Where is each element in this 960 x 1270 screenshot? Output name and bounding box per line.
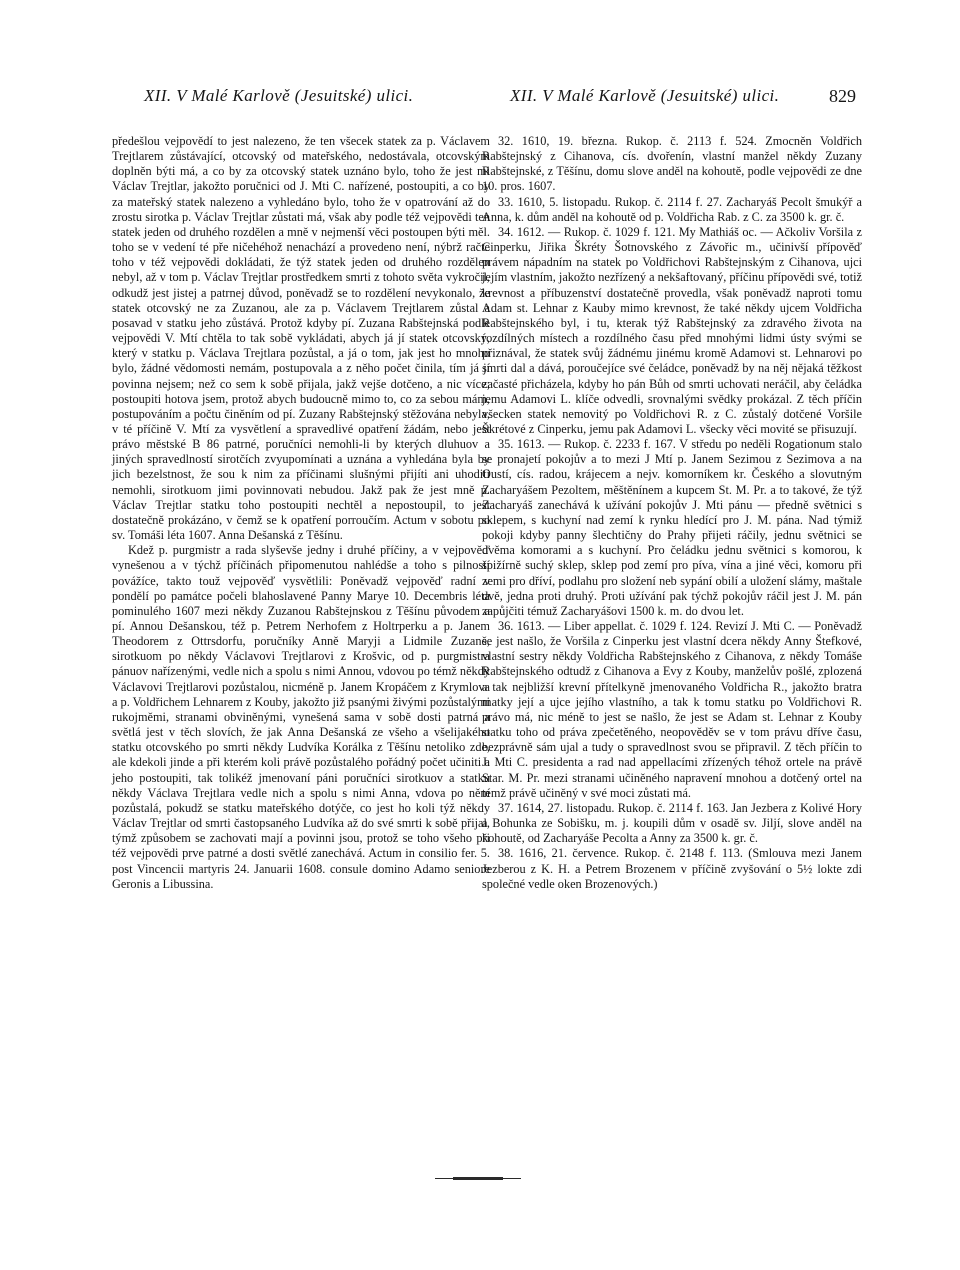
entry-36: 36. 1613. — Liber appellat. č. 1029 f. 124. Revizí J. Mti C. — Poněvadž se jest našlo, že Voršila z Cinperku jest vlastní dcera někdy Anny Štefkové, vlastní sestry někdy Voldřicha Rabštejnského z Cihanova, z někdy Tomáše Rabštejnského odtudž z Cihanova a Evy z Kouby, manželův pošlé, zplozená a tak nejbližší krevní přítelkyně jmenovaného Voldřicha R., jakožto bratra matky její a ujce jejího vlastního, a tak k tomu statku po Voldřichovi R. právo má, nic méně to jest se našlo, že jest se Adam st. Lehnar z Kouby statku toho od práva zpečetěného, neopověděv se v tom právu dříve času, bezprávně sám ujal a tudy o spravedlnost svou se připravil. Z těch příčin to J. Mti C. presidenta a rad nad appellacími zřízených téhož ortele na právě Star. M. Pr. mezi stranami učiněného napravení mnohou a dotčený ortel na témž právě učiněný v své moci zůstati má. bbox=[482, 619, 862, 800]
entry-33: 33. 1610, 5. listopadu. Rukop. č. 2114 f. 27. Zacharyáš Pecolt šmukýř a Anna, k. dům anděl na kohoutě od p. Voldřicha Rab. z C. za 3500 k. gr. č. bbox=[482, 194, 862, 224]
entry-37: 37. 1614, 27. listopadu. Rukop. č. 2114 f. 163. Jan Jezbera z Kolivé Hory a Bohunka ze Sobišku, m. j. koupili dům v osadě sv. Jiljí, slove anděl na kohoutě, od Zacharyáše Pecolta a Anny za 3500 k. gr. č. bbox=[482, 800, 862, 846]
footer-ornament-rule bbox=[453, 1177, 503, 1180]
right-text-column bbox=[482, 134, 862, 892]
right-running-title: XII. V Malé Karlově (Jesuitské) ulici. bbox=[510, 86, 780, 105]
entry-38: 38. 1616, 21. července. Rukop. č. 2148 f. 113. (Smlouva mezi Janem Jezberou z K. H. a Petrem Brozenem v příčině zvyšování o 5½ lokte zdi společné vedle oken Brozenových.) bbox=[482, 846, 862, 891]
paragraph-council-ruling: Kdež p. purgmistr a rada slyševše jedny i druhé příčiny, a v vejpověď vynešenou a v týchž příčinách připomenutou nahlédše a toho s pilností povážíce, takto touž vejpověď vysvětlili: Poněvadž vejpověď radní v pondělí po památce počeli blahoslavené Panny Marye 10. Decembris léta pominulého 1607 mezi někdy Zuzanou Rabštejnskou z Těšínu původem a pí. Annou Dešanskou, též p. Petrem Nerhofem z Holtrperku a p. Janem Theodorem z Ottrsdorfu, poručníky Anně Maryji a Lidmile Zuzaně, sirotkuom po někdy Václavovi Trejtlarovi z Krošvic, od p. purgmistra pánuov nařízenými, vedle nich a spolu s nimi Annou, vdovou po témž někdy Václavovi Trejtlarovi pozůstalou, nicméně p. Janem Kropáčem z Krymlova a p. Voldřichem Lehnarem z Kouby, jakožto již psanými živými pozůstalými rukojměmi, stranami obviněnými, vynešená sama v sobě dosti patrná a světlá jest v těch slovích, že jak Anna Dešanská ze všeho a všelijakého statku otcovského po smrti někdy Ludvíka Korálka z Těšínu netoliko zde, ale kdekoli jinde a při kterém koli právě pozůstalého pořádný počet učiniti a jeho postoupiti, tak tolikéž jmenovaní páni poručníci sirotkuov a statku někdy Václava Trejtlara vedle nich a spolu s nimi Anna, vdova po něm pozůstalá, pokudž se statku mateřského dotýče, co jest ho koli týž někdy Václav Trejtlar od smrti častopsaného Ludvíka až do své smrti k sobě přijal, týmž způsobem se zachovati mají a povinni jsou, protož se toho všeho při též vejpovědi prve patrné a dosti světlé zanechává. Actum in consilio fer. 5. post Vincencii martyris 24. Januarii 1608. consule domino Adamo seniore Geronis a Libussina. bbox=[112, 543, 490, 891]
entry-32: 32. 1610, 19. března. Rukop. č. 2113 f. 524. Zmocněn Voldřich Rabštejnský z Cihanova, cís. dvořenín, vlastní manžel někdy Zuzany Rabštejnské, z Těšínu, domu slove anděl na kohoutě, podle vejpovědi ze dne 10. pros. 1607. bbox=[482, 134, 862, 194]
left-running-title: XII. V Malé Karlově (Jesuitské) ulici. bbox=[144, 86, 414, 105]
entry-34: 34. 1612. — Rukop. č. 1029 f. 121. My Mathiáš oc. — Ačkoliv Voršila z Cinperku, Jiřika Škréty Šotnovského z Závořic m., učinivší přípověď právem nápadním na statek po Voldřichovi Rabštejnským z Cihanova, ujci jejím vlastním, jakožto nezřízený a nekšaftovaný, příčinu přípovědi své, totiž krevnost a příbuzenství dostatečně provedla, však poněvadž naproti tomu Adam st. Lehnar z Kauby mimo krevnost, že také někdy ujcem Voldřicha Rabštejnského byl, i tu, kterak týž Rabštejnský za zdravého života na rozdílných místech a rozdílného času před mnohými lidmi ústy svými se přiznával, že statek svůj žádnému jinému kromě Adamovi st. Lehnarovi po smrti dal a dává, poroučejíce své čeládce, poněvadž by na něj nějaká těžkost začasté přicházela, kdyby ho pán Bůh od smrti uchovati neráčil, aby čeládka jemu Adamovi L. klíče odvedli, srovnalými svědky prokázal. Z těch příčin všecken statek nemovitý po Voldřichovi R. z C. zůstalý dotčené Voršile Škrétové z Cinperku, jemu pak Adamovi L. všecky věci movité se přisuzují. bbox=[482, 224, 862, 436]
running-header bbox=[0, 86, 960, 116]
paragraph-testimony-continuation: předešlou vejpovědí to jest nalezeno, že ten všecek statek za p. Václavem Trejtlarem zůstávající, otcovský od mateřského, nedostávala, otcovským doplněn býti má, a co by za otcovský statek uznáno bylo, toho že jest mi Václav Trejtlar, jakožto poručnici od J. Mti C. nařízené, postoupiti, a co by za mateřský statek nalezeno a vyhledáno bylo, toho že v opatrování až do zrostu sirotka p. Václav Trejtlar zůstati má, však aby podle též vejpovědi ten statek jeden od druhého rozdělen a mně v nejmenší věci postoupen býti měl. toho se v vedení té pře ničehéhož nenachází a provedeno není, nýbrž račte toho v též vejpovědi dokládati, že týž statek jeden od druhého rozdělen nebyl, až v tom p. Václav Trejtlar prostředkem smrti z tohoto světa vykročil, odkudž jest jistej a patrnej důvod, poněvadž se to rozdělení nevykonalo, že statek otcovský ne za Zuzanou, ale za p. Václavem Trejtlarem zůstal a posavad v statku jeho zůstává. Protož kdyby pí. Zuzana Rabštejnská podle vejpovědi V. Mtí chtěla to tak sobě vykládati, abych já jí statek otcovský, který v statku p. Václava Trejtlara pozůstal, a já o tom, jak jest ho mnoho bylo, žádné vědomosti nemám, postupovala a z něho počet činila, tím já jí povinna nejsem; než co sem k sobě přijala, jakž vejše dotčeno, a nic více; postoupiti hotova jsem, protož abych budoucně mimo to, co za sebou mám, postupováním a počtu činěním od pí. Zuzany Rabštejnský stěžována nebyla, v té příčině V. Mtí za vysvětlení a spravedlivé opatření žádám, nebo jest právo městské B 86 patrné, poručníci nemohli-li by kterých dluhuov a jiných spravedlností sirotčích zvyupomínati a uznána a vyhledána byla by jich bezelstnost, že sou k nim za příčinami slušnými přijíti ani uhoditi nemohli, sirotkuom jimi povinnovati nebudou. Jakž pak že jest mně p. Václav Trejtlar statku toho postoupiti nechtěl a nepostoupil, to jest dostatečně prokázáno, v čemž se k opatření porroučím. Actum v sobotu po sv. Tomáši léta 1607. Anna Dešanská z Těšínu. bbox=[112, 134, 490, 543]
page-number: 829 bbox=[829, 86, 856, 106]
left-text-column bbox=[112, 134, 490, 892]
entry-35: 35. 1613. — Rukop. č. 2233 f. 167. V středu po neděli Rogationum stalo se pronajetí pokojův a to mezi J Mtí p. Janem Sezimou z Sezimova a na Oustí, cís. radou, krájecem a nejv. komorníkem kr. Českého a slovutným Zacharyášem Pezoltem, měštěnínem a kupcem St. M. Pr. a to takové, že týž Zacharyáš zanechává k užívání pokojův J. Mti pánu — předně světnici s sklepem, s kuchyní nad zemí k rynku hledící pro J. M. pána. Nad týmiž pokoji kdyby panny šlechtičny do Prahy přijeti ráčily, jednu světnici se dvěma komorami a s kuchyní. Pro čeládku jednu světnici s komorou, k špižírně suchý sklep, sklep pod zemí pro píva, vína a jiné věci, komoru při zemi pro dříví, podlahu pro složení neb sypání obilí a uložení slámy, maštale dvě, jedna proti druhý. Proti užívání pak týchž pokojův ráčil jest J. M. pán zapůjčiti témuž Zacharyášovi 1500 k. m. do dvou let. bbox=[482, 437, 862, 618]
